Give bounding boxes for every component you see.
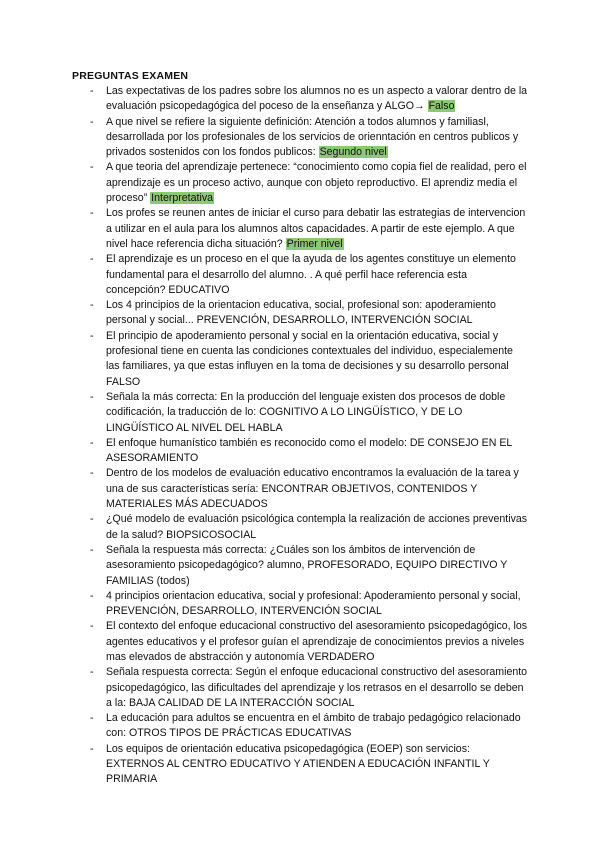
question-item (88, 252, 528, 298)
question-text: Señala respuesta correcta: Según el enfoque educacional constructivo del asesoramiento psicopedagógico, las dificultades del aprendizaje y los retrasos en el desarrollo se deben a la: BAJA CALIDAD DE LA INTERACCIÓN SOCIAL (106, 666, 528, 709)
question-item (88, 543, 528, 589)
question-text: El aprendizaje es un proceso en el que la ayuda de los agentes constituye un elemento fundamental para el desarrollo del alumno. . A qué perfil hace referencia esta concepción? EDUCATIVO (106, 253, 516, 296)
question-text: El contexto del enfoque educacional constructivo del asesoramiento psicopedagógico, los agentes educativos y el profesor guían el aprendizaje de conocimientos previos a niveles mas elevados de abstracción y autonomía VERDADERO (106, 620, 528, 663)
question-text: A que nivel se refiere la siguiente definición: Atención a todos alumnos y familiasl, desarrollada por los profesionales de los servicios de orienntación en centros publicos y privados sostenidos con los fondos publicos: (106, 115, 519, 159)
question-text: Señala la respuesta más correcta: ¿Cuáles son los ámbitos de intervención de asesoramiento psicopedagógico? alumno, PROFESORADO, EQUIPO DIRECTIVO Y FAMILIAS (todos) (106, 543, 508, 587)
question-text: Los 4 principios de la orientacion educativa, social, profesional son: apoderamiento personal y social... PREVENCIÓN, DESARROLLO, INTERVENCIÓN SOCIAL (106, 299, 496, 327)
highlighted-answer: Falso (428, 100, 455, 113)
question-list (88, 84, 528, 788)
question-text: Señala la más correcta: En la producción del lenguaje existen dos procesos de doble codificación, la traducción de lo: COGNITIVO A LO LINGÜÍSTICO, Y DE LO LINGÜÍSTICO AL NIVEL DEL HABLA (106, 390, 506, 434)
question-text: El principio de apoderamiento personal y social en la orientación educativa, social y profesional tiene en cuenta las condiciones contextuales del individuo, especialemente las familiares, ya que estas influyen en la toma de decisiones y su desarrollo personal FALSO (106, 329, 513, 388)
highlighted-answer: Primer nivel (286, 237, 343, 250)
question-item (88, 466, 528, 512)
question-item (88, 589, 528, 620)
question-text: ¿Qué modelo de evaluación psicológica contempla la realización de acciones preventivas de la salud? BIOPSICOSOCIAL (106, 513, 528, 541)
question-item (88, 206, 528, 252)
question-item (88, 84, 528, 115)
question-text: Los equipos de orientación educativa psicopedagógica (EOEP) son servicios: EXTERNOS AL CENTRO EDUCATIVO Y ATIENDEN A EDUCACIÓN INFANTIL Y PRIMARIA (106, 742, 490, 786)
question-item (88, 390, 528, 436)
question-item (88, 619, 528, 665)
question-text: A que teoria del aprendizaje pertenece: “conocimiento como copia fiel de realidad, pero el aprendizaje es un proceso activo, aunque con objeto reproductivo. El aprendiz media el proceso” (106, 161, 527, 205)
question-item (88, 160, 528, 206)
question-text: La educación para adultos se encuentra en el ámbito de trabajo pedagógico relacionado con: OTROS TIPOS DE PRÁCTICAS EDUCATIVAS (106, 712, 521, 740)
question-item (88, 329, 528, 390)
question-text: El enfoque humanístico también es reconocido como el modelo: DE CONSEJO EN EL ASESORAMIENTO (106, 436, 512, 465)
question-item (88, 298, 528, 329)
question-item (88, 512, 528, 543)
highlighted-answer: Interpretativa (151, 192, 214, 205)
question-text: Los profes se reunen antes de iniciar el curso para debatir las estrategias de intervencion a utilizar en el aula para los alumnos altos capacidades. A partir de este ejemplo. A que nivel hace referencia dicha situación? (106, 207, 526, 250)
question-item (88, 665, 528, 711)
question-text: 4 principios orientacion educativa, social y profesional: Apoderamiento personal y social, PREVENCIÓN, DESARROLLO, INTERVENCIÓN SOCIAL (106, 589, 521, 618)
highlighted-answer: Segundo nivel (319, 146, 387, 159)
question-text: Las expectativas de los padres sobre los alumnos no es un aspecto a valorar dentro de la evaluación psicopedagógica del poceso de la enseñanza y ALGO→ (106, 85, 528, 113)
document-title: PREGUNTAS EXAMEN (72, 70, 189, 82)
question-item (88, 436, 528, 467)
question-text: Dentro de los modelos de evaluación educativo encontramos la evaluación de la tarea y una de sus características sería: ENCONTRAR OBJETIVOS, CONTENIDOS Y MATERIALES MÁS ADECUADOS (106, 467, 519, 511)
question-item (88, 711, 528, 742)
question-item (88, 742, 528, 788)
question-item (88, 115, 528, 161)
